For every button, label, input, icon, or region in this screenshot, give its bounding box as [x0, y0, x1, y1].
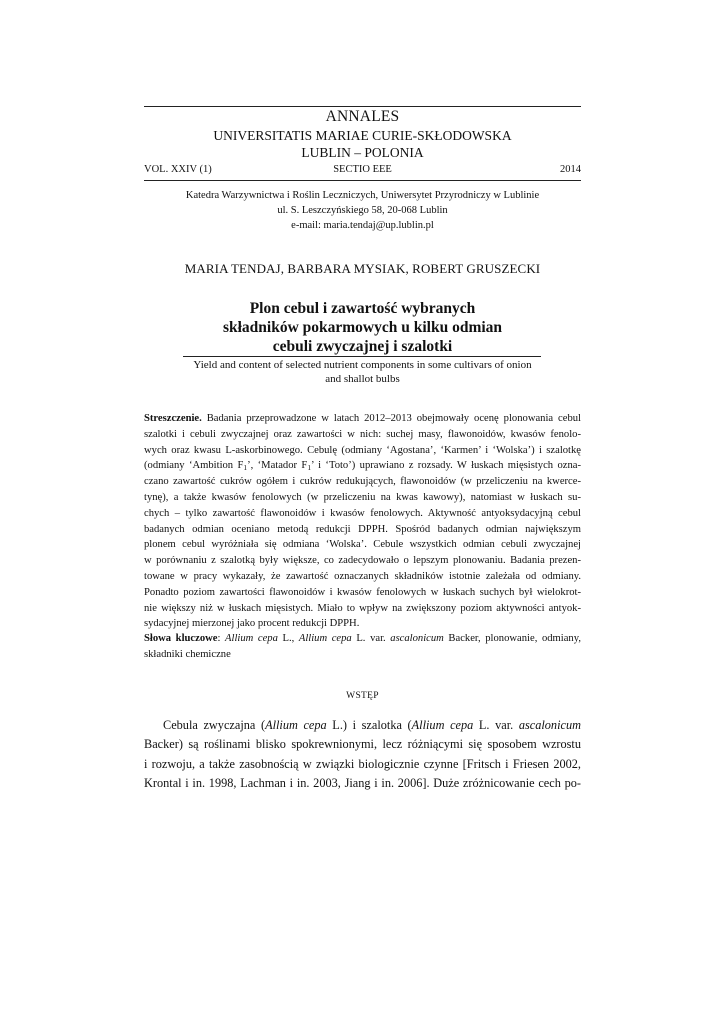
journal-name: ANNALES: [325, 108, 400, 125]
journal-city: LUBLIN – POLONIA: [301, 145, 424, 160]
keywords: [144, 631, 581, 663]
header-top-rule: [144, 106, 581, 107]
body-line: Krontal i in. 1998, Lachman i in. 2003, Jiang i in. 2006]. Duże zróżnicowanie cech po-: [144, 775, 581, 790]
english-title-line-1: Yield and content of selected nutrient components in some cultivars of onion: [193, 359, 532, 371]
abstract-line: Ponadto poziom zawartości flawonoidów i kwasów fenolowych w łuskach suchych był wielokrot-: [144, 586, 581, 598]
abstract-line: Streszczenie. Badania przeprowadzone w latach 2012–2013 obejmowały ocenę plonowania cebul: [144, 413, 581, 424]
abstract-line: w porównaniu z szalotką były większe, co zadecydowało o lepszym plonowaniu. Badania prezen-: [144, 555, 581, 567]
affiliation-email: e-mail: maria.tendaj@up.lublin.pl: [291, 220, 434, 231]
body-line: Backer) są roślinami blisko spokrewnionymi, lecz różniącymi się sposobem wzrostu: [144, 737, 581, 752]
abstract-line: tynę), a także kwasów fenolowych (w przeliczeniu na kwas kawowy), natomiast w łuskach su-: [144, 491, 581, 503]
body-line: Cebula zwyczajna (Allium cepa L.) i szalotka (Allium cepa L. var. ascalonicum: [163, 718, 581, 732]
abstract-line: czano zawartość cukrów ogółem i cukrów redukujących, flawonoidów (w przeliczeniu na kwerce-: [144, 476, 581, 488]
keywords-line: Słowa kluczowe: Allium cepa L., Allium cepa L. var. ascalonicum Backer, plonowanie, odmiany,: [144, 633, 581, 644]
keywords-label: Słowa kluczowe: [144, 633, 218, 644]
title-rule: [183, 356, 541, 357]
abstract-line: sydacyjnej mierzonej jako procent redukcji DPPH.: [144, 618, 360, 630]
keywords-line: składniki chemiczne: [144, 648, 231, 660]
english-title-line-2: and shallot bulbs: [325, 373, 400, 385]
abstract-line: wych oraz kwasu L-askorbinowego. Cebulę (odmiany ‘Agostana’, ‘Karmen’ i ‘Wolska’) i szalotkę: [144, 444, 581, 456]
header-bottom-rule: [144, 180, 581, 181]
journal-volume: VOL. XXIV (1): [144, 164, 212, 175]
abstract-line: badanych odmian oceniano metodą redukcji DPPH. Spośród badanych odmian największym: [144, 523, 581, 535]
section-heading: WSTĘP: [346, 691, 379, 701]
title-line-3: cebuli zwyczajnej i szalotki: [272, 338, 453, 355]
abstract-line: nie większy niż w łuskach mięsistych. Miało to wpływ na zwiększony poziom aktywności antyok-: [144, 602, 581, 614]
abstract-line: chych – tylko zawartość flawonoidów i kwasów fenolowych. Aktywność antyoksydacyjną cebul: [144, 507, 581, 519]
abstract-line: (odmiany ‘Ambition $F_1$’, ‘Matador $F_1$’ i ‘Toto’) uprawiano z rozsady. W łuskach mięsistych ozna-: [144, 460, 582, 473]
journal-university: UNIVERSITATIS MARIAE CURIE-SKŁODOWSKA: [213, 128, 512, 143]
title-line-1: Plon cebul i zawartość wybranych: [249, 300, 476, 317]
introduction-text: [144, 716, 581, 793]
journal-section: SECTIO EEE: [333, 164, 392, 175]
affiliation-line-1: Katedra Warzywnictwa i Roślin Leczniczych, Uniwersytet Przyrodniczy w Lublinie: [185, 190, 540, 201]
affiliation-line-2: ul. S. Leszczyńskiego 58, 20-068 Lublin: [277, 205, 448, 216]
abstract-line: towane w pracy wykazały, że zawartość oznaczanych składników istotnie zależała od odmiany.: [144, 570, 581, 582]
body-line: i rozwoju, a także zasobnością w związki biologicznie czynne [Fritsch i Friesen 2002,: [144, 756, 581, 771]
title-line-2: składników pokarmowych u kilku odmian: [222, 319, 503, 336]
abstract-line: szalotki i cebuli zwyczajnej oraz zawartości w nich: suchej masy, flawonoidów, kwasów fenolo-: [144, 428, 581, 440]
journal-year: 2014: [560, 164, 581, 175]
authors: MARIA TENDAJ, BARBARA MYSIAK, ROBERT GRUSZECKI: [184, 261, 541, 276]
abstract-label: Streszczenie.: [144, 413, 202, 424]
abstract: [144, 411, 581, 632]
abstract-line: plonem cebul wyróżniała się odmiana ‘Wolska’. Cebule wszystkich odmian cebuli zwyczajnej: [144, 539, 581, 551]
